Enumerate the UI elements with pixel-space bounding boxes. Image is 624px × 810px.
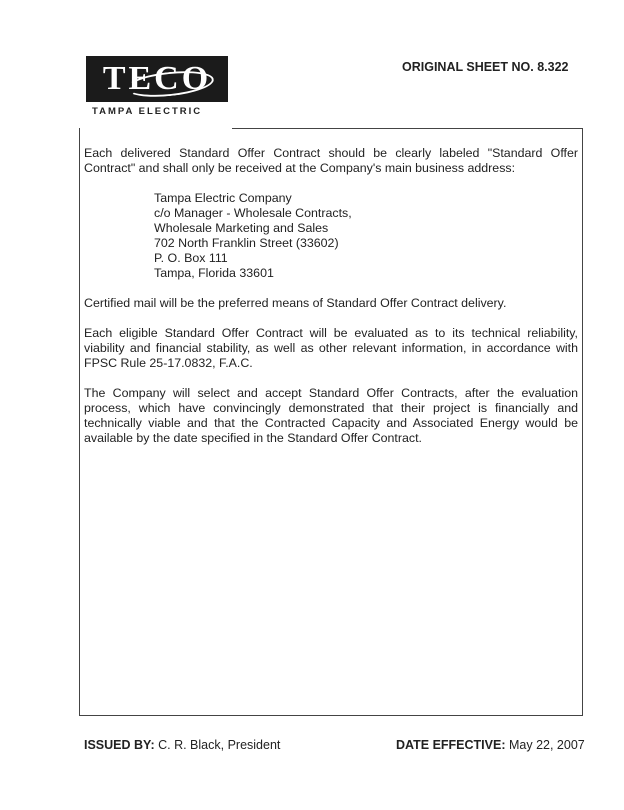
issued-by-label: ISSUED BY: <box>84 738 155 752</box>
mailing-address <box>154 191 578 281</box>
address-line: Tampa Electric Company <box>154 191 292 205</box>
date-effective-label: DATE EFFECTIVE: <box>396 738 506 752</box>
issued-by <box>84 738 280 752</box>
logo-text: TECO <box>102 60 212 97</box>
address-line: Tampa, Florida 33601 <box>154 266 274 280</box>
address-line: c/o Manager - Wholesale Contracts, <box>154 206 352 220</box>
issued-by-value: C. R. Black, President <box>158 738 281 752</box>
logo-subtitle: TAMPA ELECTRIC <box>92 106 203 117</box>
paragraph-delivery: Each delivered Standard Offer Contract should be clearly labeled "Standard Offer Contract" and shall only be received at the Company's main business address: <box>84 146 578 175</box>
date-effective <box>396 738 585 752</box>
paragraph-evaluation: Each eligible Standard Offer Contract will be evaluated as to its technical reliability, viability and financial stability, as well as other relevant information, in accordance with FPSC Rule 25-17.0832, F.A.C. <box>84 326 578 370</box>
address-line: Wholesale Marketing and Sales <box>154 221 329 235</box>
address-line: 702 North Franklin Street (33602) <box>154 236 339 250</box>
paragraph-selection: The Company will select and accept Standard Offer Contracts, after the evaluation process, which have convincingly demonstrated that their project is financially and technically viable and that the Contracted Capacity and Associated Energy would be available by the date specified in the Standard Offer Contract. <box>84 386 578 445</box>
paragraph-certified-mail: Certified mail will be the preferred means of Standard Offer Contract delivery. <box>84 296 507 310</box>
address-line: P. O. Box 111 <box>154 251 228 265</box>
document-body <box>84 146 578 461</box>
sheet-number: ORIGINAL SHEET NO. 8.322 <box>402 60 569 74</box>
date-effective-value: May 22, 2007 <box>508 738 585 752</box>
company-logo <box>86 56 228 102</box>
